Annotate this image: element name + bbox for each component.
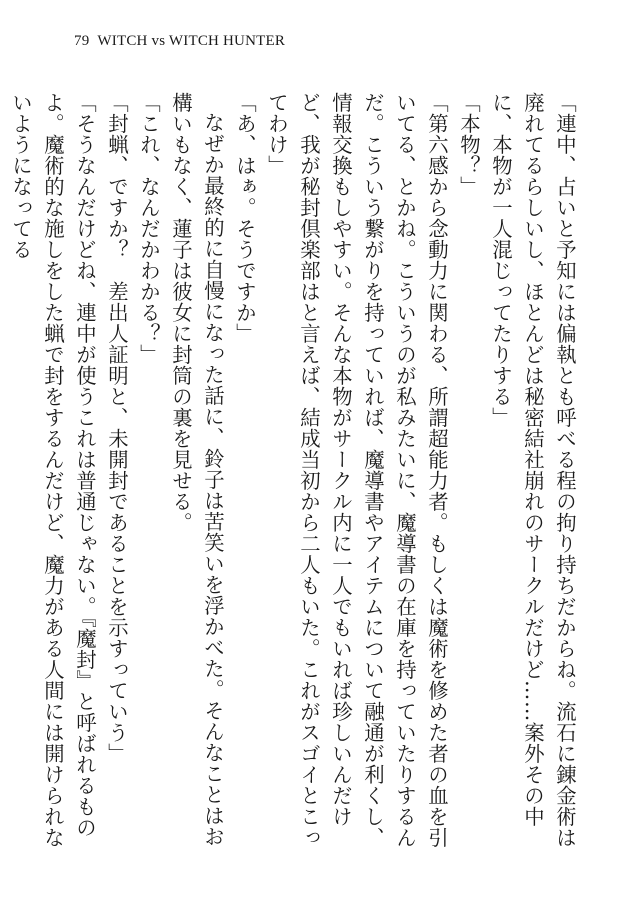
paragraph: 「連中、占いと予知には偏執とも呼べる程の拘り持ちだからね。流石に錬金術は廃れてるらしいし、ほとんどは秘密結社崩れのサークルだけど……案外その中に、本物が一人混じってたりする」 [489,92,577,848]
paragraph: 「あ、はぁ。そうですか」 [233,92,257,344]
page-number: 79 [74,33,90,49]
paragraph: 「そうなんだけどね、連中が使うこれは普通じゃない。『魔封』と呼ばれるものよ。魔術的な施しをした蝋で封をするんだけど、魔力がある人間には開けられないようになってる [9,92,97,848]
paragraph: 「本物？」 [457,92,481,197]
running-header [74,33,285,50]
paragraph: 「これ、なんだかわかる？」 [137,92,161,365]
paragraph: 「封蝋、ですか？ 差出人証明と、未開封であることを示すっていう」 [105,92,129,764]
paragraph: なぜか最終的に自慢になった話に、鈴子は苦笑いを浮かべた。そんなことはお構いもなく、蓮子は彼女に封筒の裏を見せる。 [169,92,225,848]
paragraph: 「第六感から念動力に関わる、所謂超能力者。もしくは魔術を修めた者の血を引いてる、とかね。こういうのが私みたいに、魔導書の在庫を持っていたりするんだ。こういう繋がりを持っていれば、魔導書やアイテムについて融通が利くし、情報交換もしやすい。そんな本物がサークル内に一人でもいれば珍しいんだけど、我が秘封倶楽部はと言えば、結成当初から二人もいた。これがスゴイとこってわけ」 [265,92,449,848]
running-title: WITCH vs WITCH HUNTER [97,33,286,49]
vertical-body-text [9,92,581,852]
